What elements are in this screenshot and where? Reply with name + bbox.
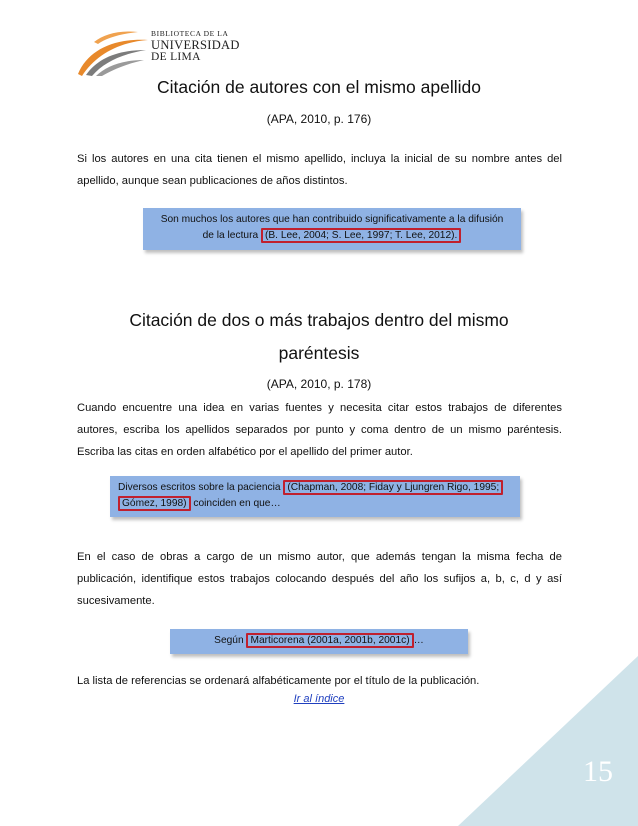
- section2-paragraph: Cuando encuentre una idea en varias fuentes y necesita citar estos trabajos de diferentes autores, escriba los apellidos separados por punto y coma dentro de un mismo paréntesis. Escriba las citas en orden alfabético por el apellido del primer autor.: [77, 402, 562, 458]
- section1-title: Citación de autores con el mismo apellido: [157, 77, 481, 97]
- closing-paragraph: La lista de referencias se ordenará alfabéticamente por el título de la publicación.: [77, 675, 480, 687]
- logo-swoosh-icon: [74, 28, 154, 78]
- section2-example-post: coinciden en que…: [193, 498, 281, 509]
- logo-line-2: UNIVERSIDAD: [151, 37, 240, 52]
- section3-example-post: …: [413, 635, 424, 646]
- logo-line-1: BIBLIOTECA DE LA: [151, 29, 229, 38]
- page-number: 15: [583, 755, 613, 788]
- section2-source: (APA, 2010, p. 178): [266, 377, 372, 391]
- page-corner-decoration: [458, 656, 638, 826]
- section2-title-line1: Citación de dos o más trabajos dentro del mismo: [129, 310, 509, 330]
- section2-example-box: [110, 476, 520, 517]
- logo-line-3: DE LIMA: [151, 51, 201, 63]
- section3-example-box: [170, 629, 468, 654]
- section1-source: (APA, 2010, p. 176): [266, 112, 372, 126]
- index-link[interactable]: Ir al índice: [293, 693, 345, 705]
- section3-example-pre: Según: [214, 635, 244, 646]
- university-logo: [74, 28, 244, 78]
- section2-example-citation-part2: Gómez, 1998): [118, 496, 191, 511]
- section1-example-box: [143, 208, 521, 250]
- section2-title-line2: paréntesis: [278, 343, 360, 363]
- section1-example-line1: Son muchos los autores que han contribuido significativamente a la difusión: [160, 214, 504, 225]
- section3-example-citation: Marticorena (2001a, 2001b, 2001c): [246, 633, 413, 648]
- section3-paragraph: En el caso de obras a cargo de un mismo autor, que además tengan la misma fecha de publicación, identifique estos trabajos colocando después del año los sufijos a, b, c, d y así sucesivamente.: [77, 551, 562, 607]
- section2-example-pre: Diversos escritos sobre la paciencia: [118, 482, 281, 493]
- section1-example-citation: (B. Lee, 2004; S. Lee, 1997; T. Lee, 2012).: [261, 228, 461, 243]
- section1-example-line2-pre: de la lectura: [202, 230, 259, 241]
- section2-example-citation-part1: (Chapman, 2008; Fiday y Ljungren Rigo, 1995;: [283, 480, 503, 495]
- section1-paragraph: Si los autores en una cita tienen el mismo apellido, incluya la inicial de su nombre antes del apellido, aunque sean publicaciones de años distintos.: [77, 153, 562, 187]
